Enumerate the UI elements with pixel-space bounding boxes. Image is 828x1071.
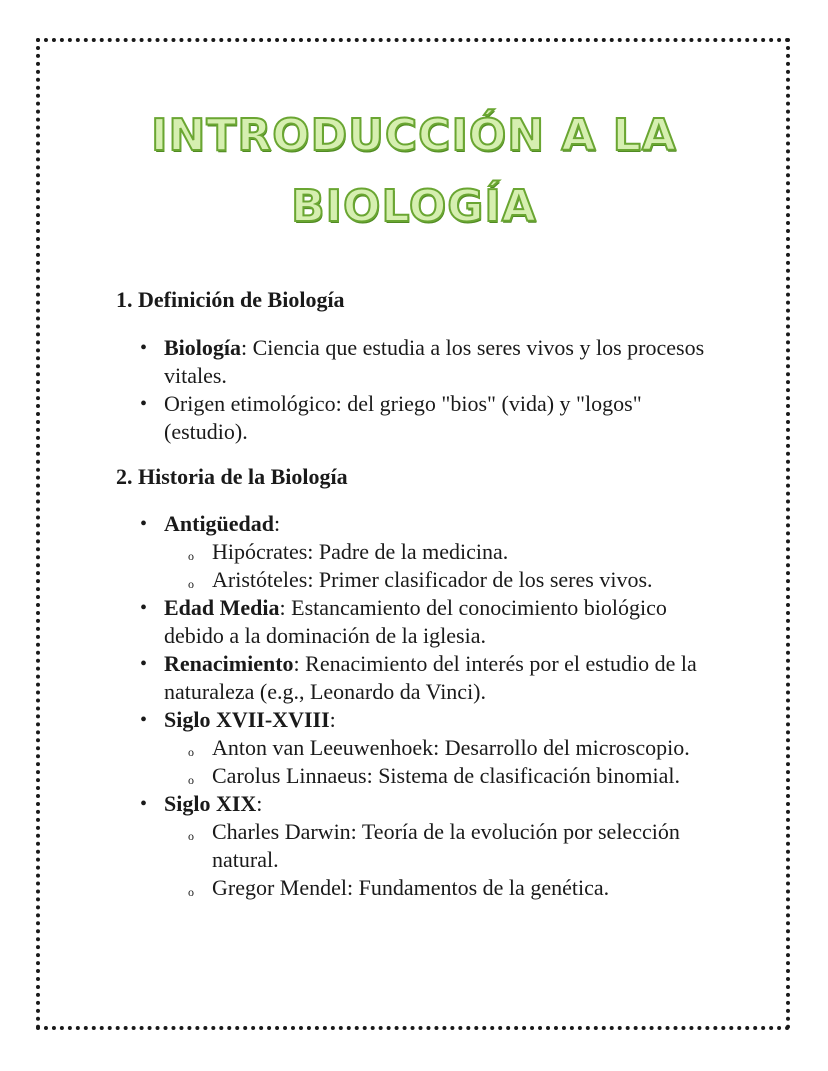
sub-list: [164, 734, 724, 790]
item-text: :: [256, 791, 263, 816]
title-line-2: BIOLOGÍA: [291, 181, 537, 232]
sub-list-item: o Carolus Linnaeus: Sistema de clasificación binomial.: [212, 762, 724, 790]
section-heading-definicion: 1. Definición de Biología: [116, 287, 345, 312]
list-item: [164, 390, 724, 446]
item-term: Antigüedad: [164, 511, 275, 536]
item-term: Renacimiento: [164, 651, 294, 676]
item-text: :: [274, 511, 281, 536]
sub-list: [164, 538, 724, 594]
item-term: Siglo XIX: [164, 791, 257, 816]
title-line-1: INTRODUCCIÓN A LA: [151, 110, 677, 161]
sub-list: [164, 818, 724, 902]
list-item: [164, 334, 724, 390]
list-item: [164, 594, 724, 650]
item-term: Biología: [164, 335, 242, 360]
item-text: : Ciencia que estudia a los seres vivos y los procesos vitales.: [164, 335, 705, 388]
list-item: [164, 790, 724, 902]
item-text: : Renacimiento del interés por el estudio de la naturaleza (e.g., Leonardo da Vinci).: [164, 651, 697, 704]
definicion-list: [164, 334, 724, 446]
item-text: : Estancamiento del conocimiento biológico debido a la dominación de la iglesia.: [164, 595, 667, 648]
item-term: Siglo XVII-XVIII: [164, 707, 330, 732]
list-item: [164, 706, 724, 790]
historia-list: [164, 510, 724, 902]
sub-list-item: o Charles Darwin: Teoría de la evolución por selección natural.: [212, 818, 724, 874]
item-text: :: [329, 707, 336, 732]
list-item: [164, 650, 724, 706]
sub-list-item: o Aristóteles: Primer clasificador de los seres vivos.: [212, 566, 724, 594]
list-item: [164, 510, 724, 594]
item-text: Origen etimológico: del griego "bios" (vida) y "logos" (estudio).: [164, 391, 642, 444]
item-term: Edad Media: [164, 595, 280, 620]
sub-list-item: o Gregor Mendel: Fundamentos de la genética.: [212, 874, 724, 902]
sub-list-item: o Hipócrates: Padre de la medicina.: [212, 538, 724, 566]
sub-list-item: o Anton van Leeuwenhoek: Desarrollo del microscopio.: [212, 734, 724, 762]
section-heading-historia: 2. Historia de la Biología: [116, 464, 348, 489]
